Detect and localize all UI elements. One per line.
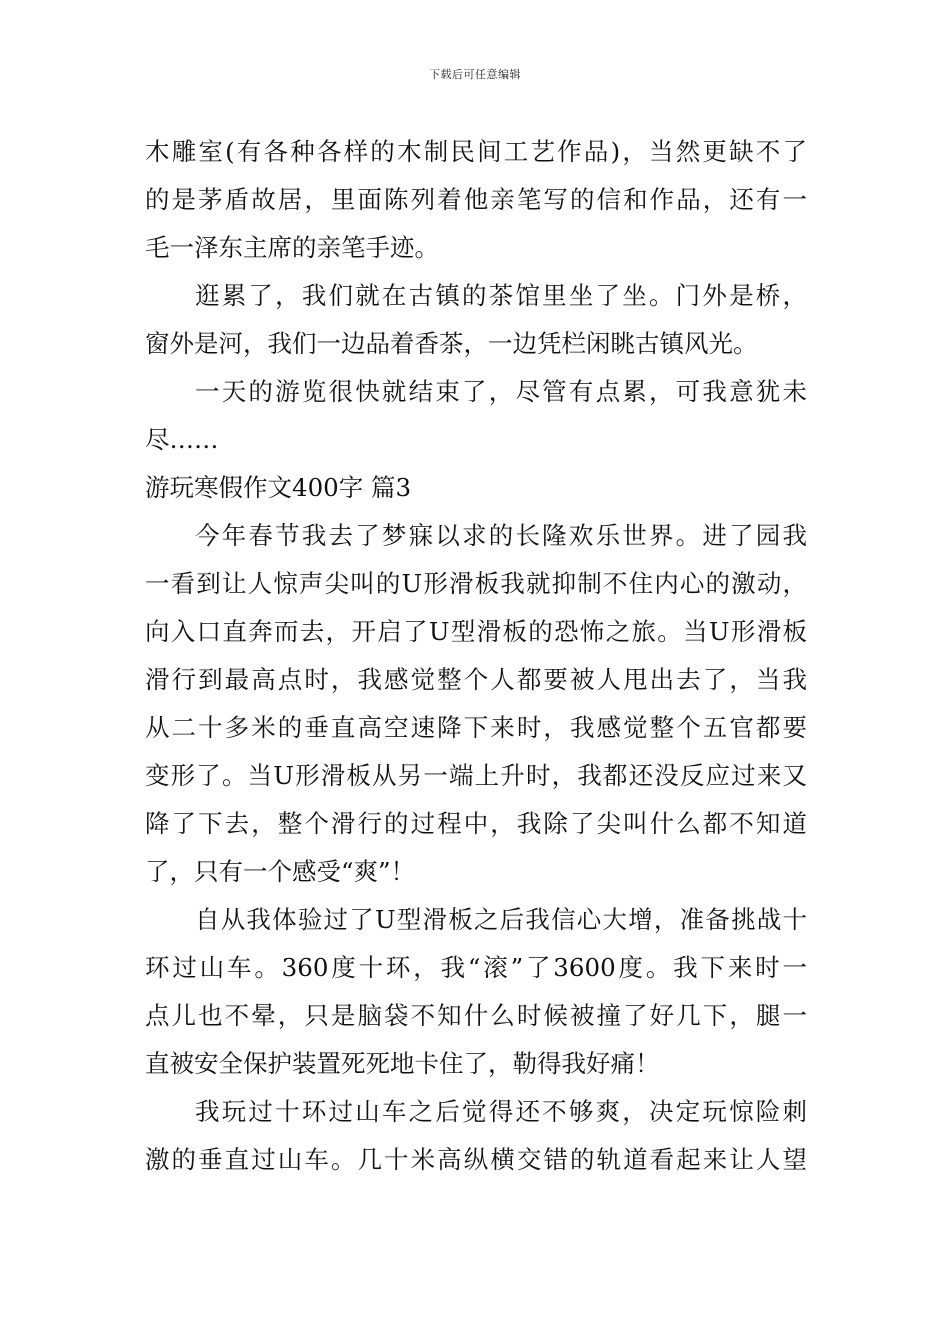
page-header: 下载后可任意编辑 (429, 68, 521, 81)
text-line: 一看到让人惊声尖叫的U形滑板我就抑制不住内心的激动， (145, 569, 807, 598)
text-line: 今年春节我去了梦寐以求的长隆欢乐世界。进了园我 (195, 521, 807, 550)
text-line: 变形了。当U形滑板从另一端上升时，我都还没反应过来又 (145, 761, 807, 790)
text-line: 逛累了，我们就在古镇的茶馆里坐了坐。门外是桥， (195, 281, 807, 310)
text-line: 尽…… (145, 425, 219, 454)
text-line: 毛一泽东主席的亲笔手迹。 (145, 233, 439, 262)
section-heading: 游玩寒假作文400字 篇3 (145, 473, 412, 502)
text-line: 了，只有一个感受“爽”！ (145, 857, 416, 886)
text-line: 一天的游览很快就结束了，尽管有点累，可我意犹未 (195, 377, 807, 406)
text-line: 点儿也不晕，只是脑袋不知什么时候被撞了好几下，腿一 (145, 1001, 807, 1030)
text-line: 环过山车。360度十环，我“滚”了3600度。我下来时一 (145, 953, 807, 982)
text-line: 自从我体验过了U型滑板之后我信心大增，准备挑战十 (195, 905, 807, 934)
text-line: 向入口直奔而去，开启了U型滑板的恐怖之旅。当U形滑板 (145, 617, 807, 646)
text-line: 的是茅盾故居，里面陈列着他亲笔写的信和作品，还有一 (145, 185, 807, 214)
text-line: 窗外是河，我们一边品着香茶，一边凭栏闲眺古镇风光。 (145, 329, 758, 358)
text-line: 从二十多米的垂直高空速降下来时，我感觉整个五官都要 (145, 713, 807, 742)
text-line: 激的垂直过山车。几十米高纵横交错的轨道看起来让人望 (145, 1145, 807, 1174)
text-line: 滑行到最高点时，我感觉整个人都要被人甩出去了，当我 (145, 665, 807, 694)
text-line: 降了下去，整个滑行的过程中，我除了尖叫什么都不知道 (145, 809, 807, 838)
text-line: 直被安全保护装置死死地卡住了，勒得我好痛！ (145, 1049, 660, 1078)
text-line: 我玩过十环过山车之后觉得还不够爽，决定玩惊险刺 (195, 1097, 807, 1126)
text-line: 木雕室(有各种各样的木制民间工艺作品)，当然更缺不了 (145, 137, 807, 166)
document-body (145, 128, 807, 1184)
